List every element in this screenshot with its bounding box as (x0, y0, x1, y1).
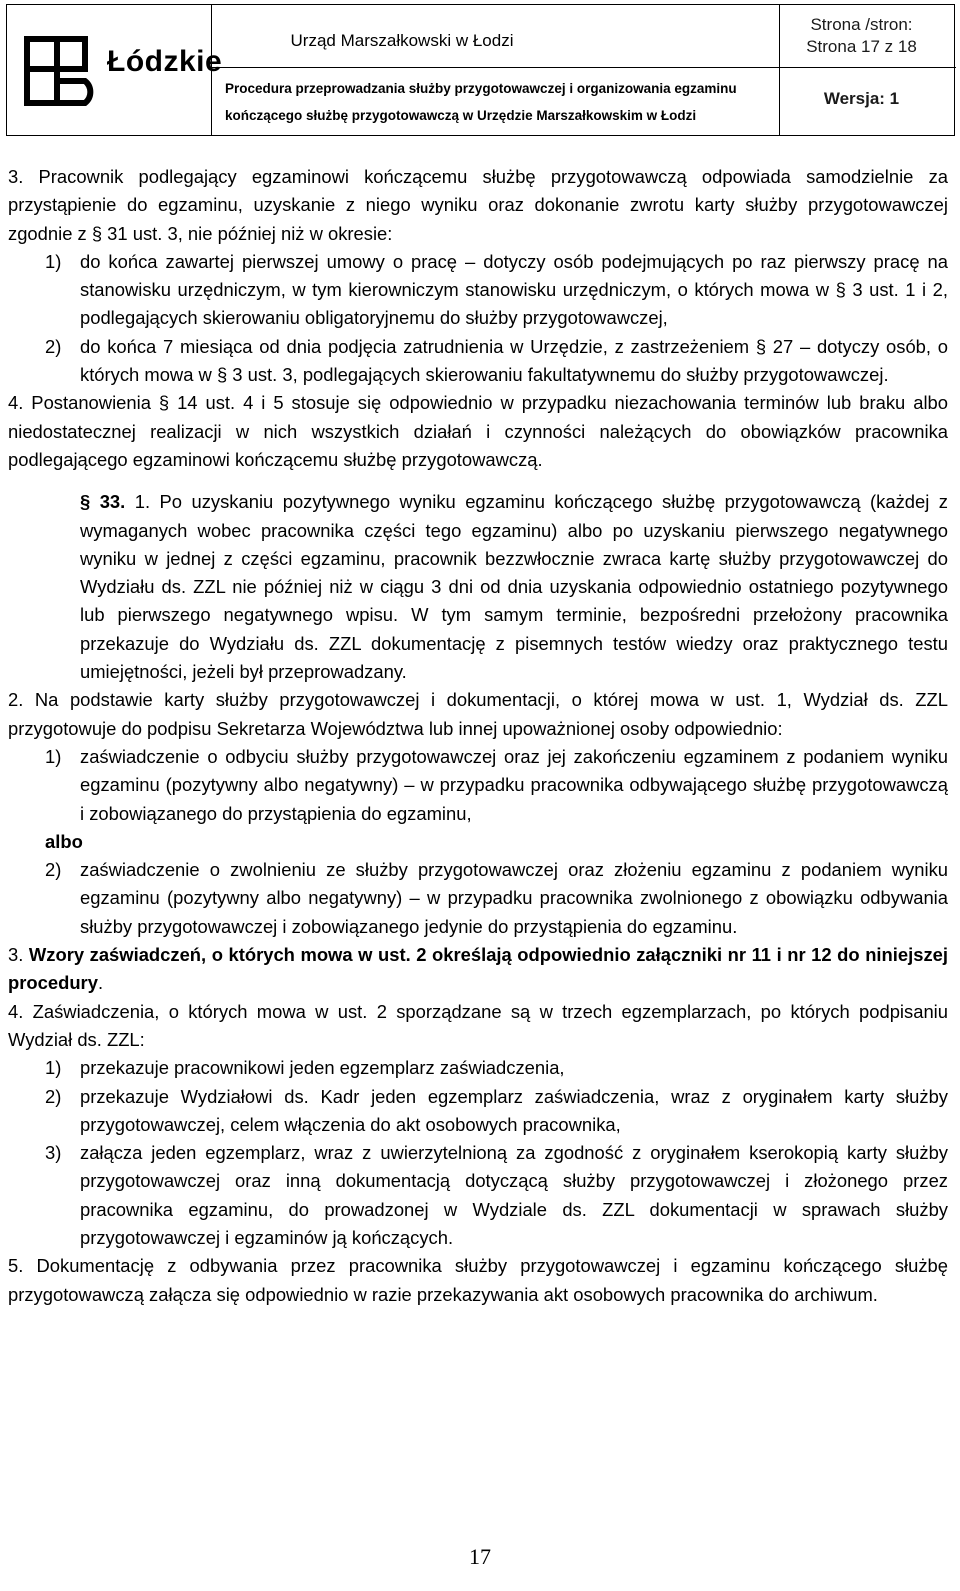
list-item (8, 1054, 948, 1082)
procedure-title-line2: kończącego służbę przygotowawczą w Urzędzie Marszałkowskim w Łodzi (225, 108, 697, 123)
page-label: Strona /stron: (810, 15, 913, 34)
list-number: 2) (45, 859, 62, 881)
list-item (8, 743, 948, 828)
paragraph-bold-text: Wzory zaświadczeń, o których mowa w ust. 2 określają odpowiednio załączniki nr 11 i nr 12 do niniejszej procedury (8, 944, 948, 994)
version-label: Wersja: 1 (823, 89, 900, 108)
paragraph (8, 941, 948, 998)
logo-text: Łódzkie (107, 45, 223, 78)
page-count: Strona 17 z 18 (806, 37, 917, 56)
list-item-text: zaświadczenie o zwolnieniu ze służby przygotowawczej oraz złożeniu egzaminu z podaniem wyniku egzaminu (pozytywny albo negatywny) – w przypadku pracownika zwolnionego z obowiązku odbywania służby przygotowawczej i zobowiązanego jedynie do przystąpienia do egzaminu. (80, 859, 948, 937)
paragraph: 3. Pracownik podlegający egzaminowi kończącemu służbę przygotowawczą odpowiada samodzielnie za przystąpienie do egzaminu, uzyskanie z niego wyniku oraz dokonanie zwrotu karty służby przygotowawczej zgodnie z § 31 ust. 3, nie później niż w okresie: (8, 166, 948, 244)
list-item (8, 1083, 948, 1140)
paragraph: 2. Na podstawie karty służby przygotowawczej i dokumentacji, o której mowa w ust. 1, Wydział ds. ZZL przygotowuje do podpisu Sekretarza Województwa lub innej upoważnionej osoby odpowiednio: (8, 689, 948, 739)
list-item-text: przekazuje Wydziałowi ds. Kadr jeden egzemplarz zaświadczenia, wraz z oryginałem karty służby przygotowawczej, celem włączenia do akt osobowych pracownika, (80, 1085, 948, 1135)
list-number: 1) (45, 250, 62, 272)
header-divider (779, 67, 956, 68)
list-item-text: załącza jeden egzemplarz, wraz z uwierzytelnioną za zgodność z oryginałem kserokopią karty służby przygotowawczej oraz inną dokumentacją dotyczącą służby przygotowawczej i złożonego przez pracownika egzaminu, do prowadzonej w Wydziale ds. ZZL dokumentacji w sprawach służby przygotowawczej i egzaminów ją kończących. (80, 1142, 948, 1248)
procedure-title-line1: Procedura przeprowadzania służby przygotowawczej i organizowania egzaminu (225, 81, 737, 96)
paragraph-text: 1. Po uzyskaniu pozytywnego wyniku egzaminu kończącego służbę przygotowawczą (każdej z wymaganych wobec pracownika części tego egzaminu) albo po uzyskaniu pierwszego negatywnego wyniku w jednej z części egzaminu, pracownik bezzwłocznie zwraca kartę służby przygotowawczej do Wydziału ds. ZZL nie później niż w ciągu 3 dni od dnia uzyskania odpowiednio ostatniego pozytywnego lub pierwszego negatywnego wpisu. W tym samym terminie, bezpośredni przełożony pracownika przekazuje do Wydziału ds. ZZL dokumentację z pisemnych testów wiedzy oraz praktycznego testu umiejętności, jeżeli był przeprowadzany. (80, 491, 948, 683)
document-header (6, 4, 955, 136)
albo-text: albo (45, 830, 83, 852)
paragraph: 4. Zaświadczenia, o których mowa w ust. 2 sporządzane są w trzech egzemplarzach, po których podpisaniu Wydział ds. ZZL: (8, 1000, 948, 1050)
page-number: 17 (469, 1544, 491, 1569)
list-item (8, 856, 948, 941)
paragraph-number: 3. (8, 944, 24, 966)
office-name: Urząd Marszałkowski w Łodzi (290, 31, 514, 50)
list-item-text: do końca 7 miesiąca od dnia podjęcia zatrudnienia w Urzędzie, z zastrzeżeniem § 27 – dotyczy osób, o których mowa w § 3 ust. 3, podlegających skierowaniu fakultatywnemu do służby przygotowawczej. (80, 335, 948, 386)
lodzkie-logo (21, 31, 223, 113)
document-body (8, 163, 948, 1309)
list-item (8, 248, 948, 333)
albo-separator (8, 828, 948, 856)
list-item (8, 333, 948, 390)
section-number: § 33. (80, 491, 126, 513)
list-number: 3) (45, 1142, 62, 1164)
list-number: 1) (45, 745, 62, 767)
list-item-text: zaświadczenie o odbyciu służby przygotowawczej oraz jej zakończeniu egzaminem z podaniem wyniku egzaminu (pozytywny albo negatywny) – w przypadku pracownika odbywającego służbę przygotowawczą i zobowiązanego do przystąpienia do egzaminu, (80, 745, 948, 824)
paragraph: 4. Postanowienia § 14 ust. 4 i 5 stosuje się odpowiednio w przypadku niezachowania terminów lub braku albo niedostatecznej realizacji w nich wszystkich działań i czynności należących do obowiązków pracownika podlegającego egzaminowi kończącemu służbę przygotowawczą. (8, 392, 948, 470)
list-number: 1) (45, 1057, 62, 1079)
logo-emblem-icon (21, 31, 101, 111)
paragraph: 5. Dokumentację z odbywania przez pracownika służby przygotowawczej i egzaminu kończącego służbę przygotowawczą załącza się odpowiednio w razie przekazywania akt osobowych pracownika do archiwum. (8, 1255, 948, 1305)
list-number: 2) (45, 1085, 62, 1107)
paragraph-end: . (97, 972, 104, 994)
list-item-text: przekazuje pracownikowi jeden egzemplarz zaświadczenia, (80, 1057, 565, 1079)
list-item (8, 1139, 948, 1252)
list-number: 2) (45, 335, 62, 357)
header-divider (211, 67, 779, 68)
section-paragraph (8, 488, 948, 686)
list-item-text: do końca zawartej pierwszej umowy o pracę – dotyczy osób podejmujących po raz pierwszy pracę na stanowisku urzędniczym, w tym kierowniczym stanowisku urzędniczym, o których mowa w § 3 ust. 1 i 2, podlegających skierowaniu obligatoryjnemu do służby przygotowawczej, (80, 250, 948, 329)
